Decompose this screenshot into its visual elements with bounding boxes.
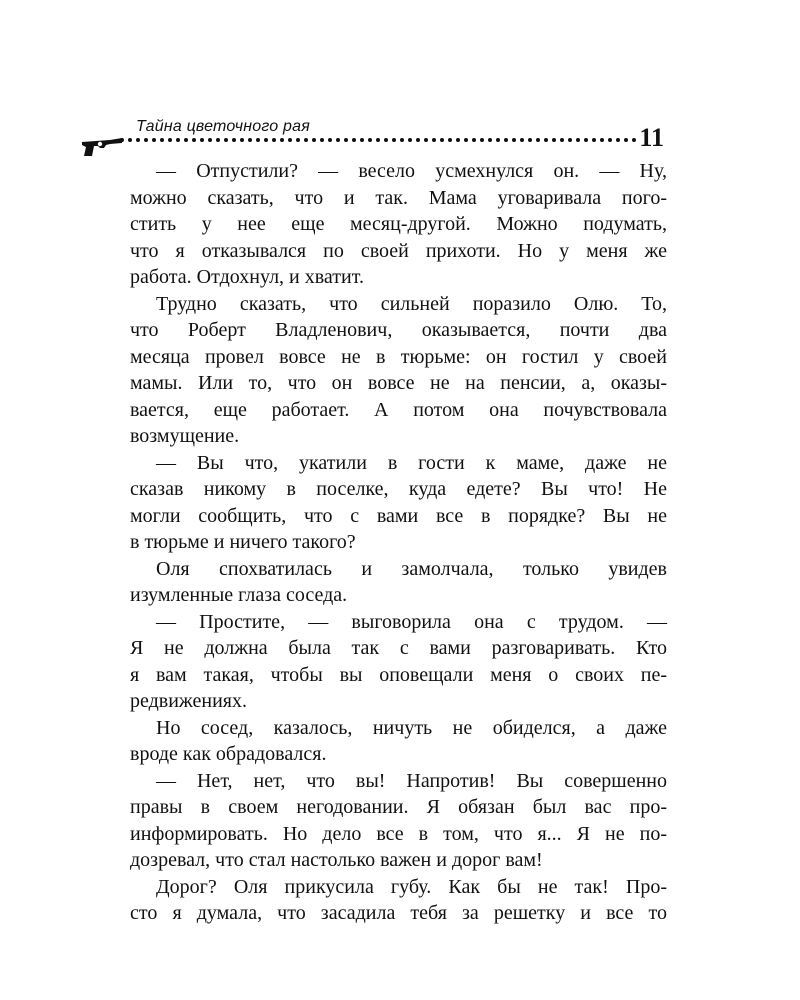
- text-line: Оля спохватилась и замолчала, только увидев: [156, 557, 667, 580]
- text-line: работа. Отдохнул, и хватит.: [130, 266, 364, 288]
- text-line: информировать. Но дело все в том, что я... Я не по-: [130, 822, 667, 845]
- text-line: сто я думала, что засадила тебя за решетку и все то: [130, 902, 667, 924]
- text-line: Трудно сказать, что сильней поразило Олю. То,: [156, 292, 667, 315]
- text-line: правы в своем негодовании. Я обязан был вас про-: [130, 796, 667, 818]
- text-line: месяца провел вовсе не в тюрьме: он гостил у своей: [130, 345, 667, 368]
- dotted-leader: [120, 137, 640, 143]
- text-line: могли сообщить, что с вами все в порядке? Вы не: [130, 504, 667, 527]
- revolver-icon: [80, 134, 124, 158]
- text-line: сказав никому в поселке, куда едете? Вы что! Не: [130, 478, 667, 500]
- text-line: можно сказать, что и так. Мама уговаривала пого-: [130, 186, 667, 209]
- text-line: стить у нее еще месяц-другой. Можно подумать,: [130, 213, 667, 235]
- text-line: что Роберт Владленович, оказывается, почти два: [130, 319, 667, 341]
- text-line: вроде как обрадовался.: [130, 743, 327, 765]
- text-line: Дорог? Оля прикусила губу. Как бы не так! Про-: [156, 875, 667, 898]
- text-line: Я не должна была так с вами разговаривать. Кто: [130, 637, 667, 659]
- text-line: я вам такая, чтобы вы оповещали меня о своих пе-: [130, 663, 667, 686]
- text-line: редвижениях.: [130, 690, 247, 712]
- text-line: — Простите, — выговорила она с трудом. —: [156, 610, 667, 633]
- text-line: в тюрьме и ничего такого?: [130, 531, 356, 553]
- book-title: Тайна цветочного рая: [136, 118, 310, 135]
- text-line: Но сосед, казалось, ничуть не обиделся, а даже: [156, 716, 667, 739]
- text-line: — Нет, нет, что вы! Напротив! Вы совершенно: [156, 769, 667, 792]
- text-line: изумленные глаза соседа.: [130, 584, 348, 606]
- page-number: 11: [639, 123, 664, 152]
- body-text: [130, 158, 667, 927]
- text-line: что я отказывался по своей прихоти. Но у меня же: [130, 239, 667, 262]
- running-head: [80, 118, 670, 158]
- text-line: дозревал, что стал настолько важен и дорог вам!: [130, 849, 543, 871]
- text-line: вается, еще работает. А потом она почувствовала: [130, 398, 667, 421]
- text-line: — Вы что, укатили в гости к маме, даже не: [156, 451, 667, 474]
- text-line: возмущение.: [130, 425, 240, 447]
- text-line: — Отпустили? — весело усмехнулся он. — Ну,: [156, 160, 667, 182]
- text-line: мамы. Или то, что он вовсе не на пенсии, а, оказы-: [130, 372, 667, 394]
